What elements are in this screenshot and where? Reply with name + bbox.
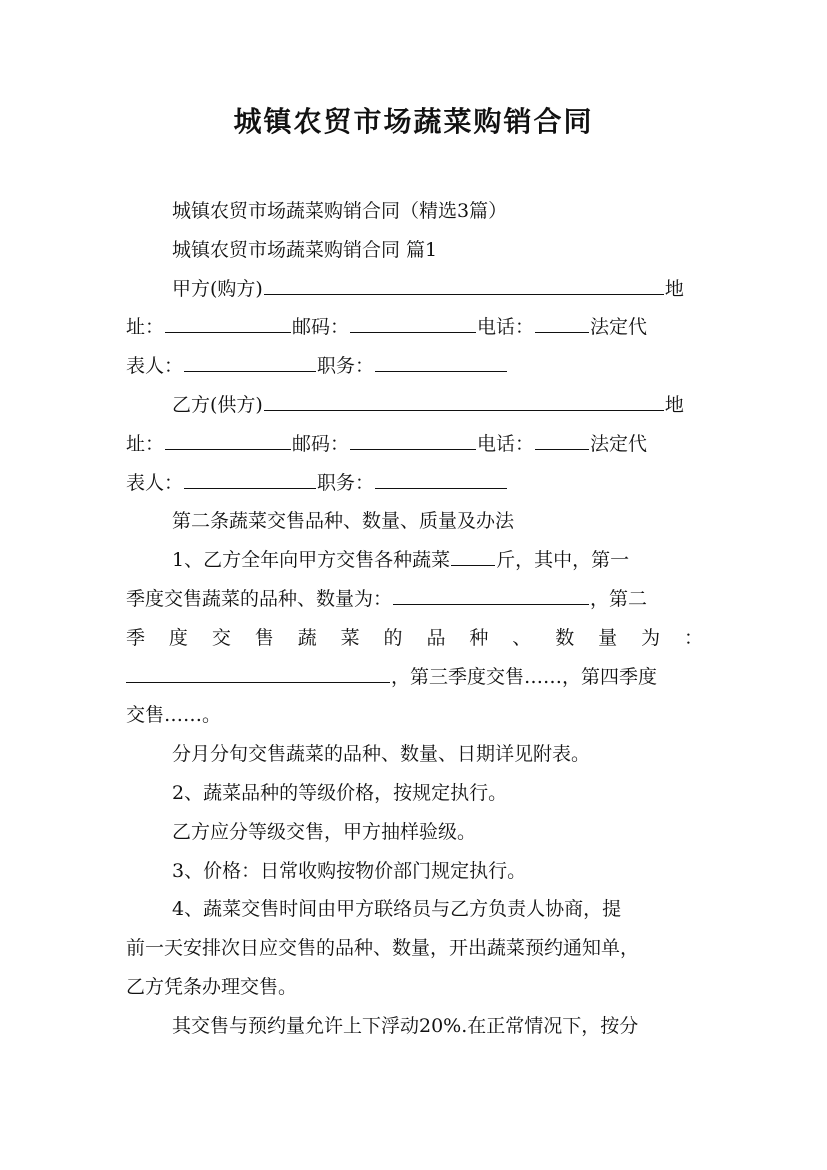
- item1-char: 种: [469, 626, 489, 649]
- party-a-rep-head: 表人：: [126, 355, 184, 378]
- party-a-contact-line: [126, 308, 703, 347]
- intro-line: 城镇农贸市场蔬菜购销合同（精选3篇）: [172, 200, 508, 222]
- item1-text-c: 季度交售蔬菜的品种、数量为：: [126, 587, 393, 610]
- party-b-label: 乙方(供方): [172, 393, 263, 416]
- item1-quantity-blank: [451, 541, 495, 566]
- item1-q1-blank: [393, 580, 589, 605]
- party-a-line: [126, 270, 703, 309]
- item1-text-f: ，第三季度交售……，第四季度: [391, 665, 658, 688]
- party-a-position-label: 职务：: [317, 355, 375, 378]
- paragraph-item3: 3、价格：日常收购按物价部门规定执行。: [172, 859, 527, 882]
- party-b-phone-blank: [535, 425, 589, 450]
- item1-text-a: 1、乙方全年向甲方交售各种蔬菜: [172, 549, 451, 572]
- party-a-address-blank: [165, 308, 291, 333]
- party-a-label: 甲方(购方): [172, 277, 263, 300]
- item1-line1: [126, 541, 703, 580]
- party-a-name-blank: [264, 270, 664, 295]
- party-a-phone-blank: [535, 308, 589, 333]
- party-a-addr-tail: 地: [664, 277, 684, 300]
- party-b-rep-line: [126, 464, 703, 503]
- paragraph-item2: 2、蔬菜品种的等级价格，按规定执行。: [172, 781, 508, 804]
- party-a-postcode-label: 邮码：: [292, 316, 350, 339]
- party-b-addr-tail: 地: [664, 393, 684, 416]
- item1-char: 度: [168, 626, 188, 649]
- item1-text-b: 斤，其中，第一: [496, 549, 630, 572]
- party-a-rep-tail: 法定代: [590, 316, 648, 339]
- party-b-phone-label: 电话：: [477, 432, 535, 455]
- item1-char: 、: [512, 626, 532, 649]
- item1-char: 交: [211, 626, 231, 649]
- paragraph-grade: 乙方应分等级交售，甲方抽样验级。: [172, 820, 477, 843]
- party-b-position-label: 职务：: [317, 471, 375, 494]
- item1-char: 售: [254, 626, 274, 649]
- document-title: 城镇农贸市场蔬菜购销合同: [233, 105, 594, 138]
- party-b-contact-line: [126, 425, 703, 464]
- party-a-position-blank: [375, 347, 507, 372]
- item1-line3: [126, 619, 703, 658]
- item1-line5: 交售……。: [126, 704, 222, 727]
- party-a-phone-label: 电话：: [477, 316, 535, 339]
- item1-char: 季: [126, 626, 146, 649]
- party-b-postcode-label: 邮码：: [292, 432, 350, 455]
- party-b-postcode-blank: [350, 425, 476, 450]
- party-b-position-blank: [375, 464, 507, 489]
- item4-line2: 前一天安排次日应交售的品种、数量，开出蔬菜预约通知单，: [126, 937, 640, 960]
- party-b-rep-head: 表人：: [126, 471, 184, 494]
- item1-char: 的: [383, 626, 403, 649]
- item1-char: 蔬: [297, 626, 317, 649]
- party-a-rep-blank: [184, 347, 316, 372]
- party-b-line: [126, 386, 703, 425]
- item1-q2-blank: [126, 658, 390, 683]
- party-a-addr-head: 址：: [126, 316, 165, 339]
- item1-char: 品: [426, 626, 446, 649]
- party-b-rep-tail: 法定代: [590, 432, 648, 455]
- document-body: [126, 192, 703, 1046]
- item1-line4: [126, 658, 703, 697]
- paragraph-last: 其交售与预约量允许上下浮动20%.在正常情况下，按分: [172, 1014, 639, 1037]
- party-b-address-blank: [165, 425, 291, 450]
- item4-line1: 4、蔬菜交售时间由甲方联络员与乙方负责人协商，提: [172, 898, 622, 921]
- item1-text-d: ，第二: [590, 587, 648, 610]
- item1-char: 量: [598, 626, 618, 649]
- paragraph-monthly: 分月分旬交售蔬菜的品种、数量、日期详见附表。: [172, 743, 591, 766]
- item1-char: 为: [641, 626, 661, 649]
- item4-line3: 乙方凭条办理交售。: [126, 975, 298, 998]
- item1-char: 菜: [340, 626, 360, 649]
- party-a-rep-line: [126, 347, 703, 386]
- party-b-rep-blank: [184, 464, 316, 489]
- item1-char: 数: [555, 626, 575, 649]
- party-a-postcode-blank: [350, 308, 476, 333]
- party-b-addr-head: 址：: [126, 432, 165, 455]
- item1-char: ：: [683, 626, 703, 649]
- item1-line2: [126, 580, 703, 619]
- party-b-name-blank: [264, 386, 664, 411]
- article2-heading: 第二条蔬菜交售品种、数量、质量及办法: [172, 510, 515, 533]
- section-line: 城镇农贸市场蔬菜购销合同 篇1: [172, 238, 438, 261]
